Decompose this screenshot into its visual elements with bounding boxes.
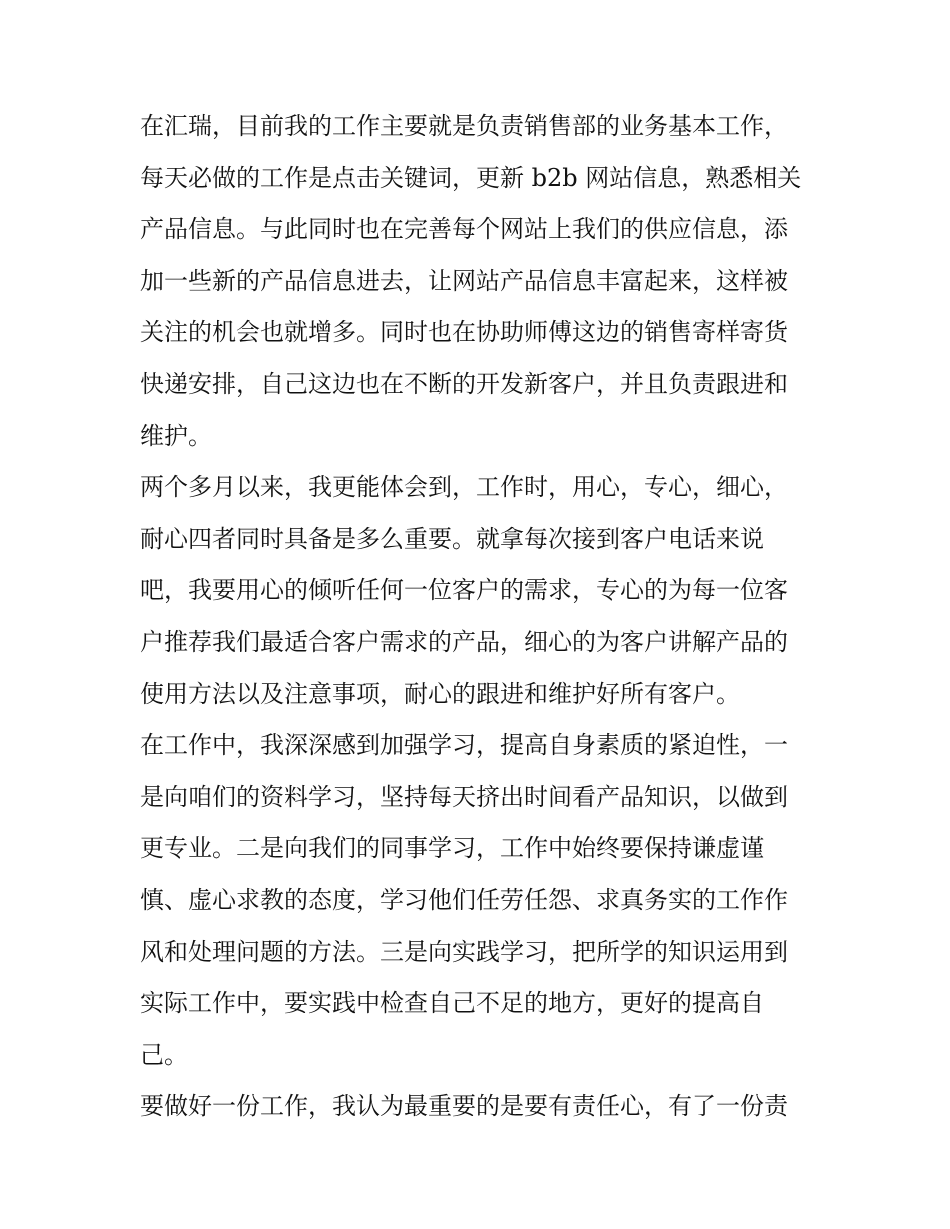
text-line: 两个多月以来，我更能体会到，工作时，用心，专心，细心， [140, 473, 788, 502]
text-line: 每天必做的工作是点击关键词，更新 b2b 网站信息，熟悉相关 [140, 163, 802, 192]
text-line: 在汇瑞，目前我的工作主要就是负责销售部的业务基本工作， [140, 112, 788, 140]
text-line: 在工作中，我深深感到加强学习，提高自身素质的紧迫性，一 [140, 731, 788, 760]
text-line: 己。 [140, 1040, 188, 1069]
text-line: 关注的机会也就增多。同时也在协助师傅这边的销售寄样寄货 [140, 318, 788, 347]
text-line: 加一些新的产品信息进去，让网站产品信息丰富起来，这样被 [140, 266, 788, 295]
text-line: 耐心四者同时具备是多么重要。就拿每次接到客户电话来说 [140, 524, 764, 553]
text-line: 维护。 [140, 421, 212, 450]
text-line: 快递安排，自己这边也在不断的开发新客户，并且负责跟进和 [140, 369, 788, 398]
text-line: 产品信息。与此同时也在完善每个网站上我们的供应信息，添 [140, 215, 788, 244]
text-line: 实际工作中，要实践中检查自己不足的地方，更好的提高自 [140, 989, 764, 1018]
text-line: 户推荐我们最适合客户需求的产品，细心的为客户讲解产品的 [140, 627, 788, 656]
text-line: 更专业。二是向我们的同事学习，工作中始终要保持谦虚谨 [140, 834, 764, 863]
text-line: 风和处理问题的方法。三是向实践学习，把所学的知识运用到 [140, 937, 788, 966]
text-line: 要做好一份工作，我认为最重要的是要有责任心，有了一份责 [140, 1092, 788, 1121]
document-body [140, 101, 812, 1133]
text-line: 吧，我要用心的倾听任何一位客户的需求，专心的为每一位客 [140, 576, 788, 605]
text-line: 使用方法以及注意事项，耐心的跟进和维护好所有客户。 [140, 679, 740, 708]
text-line: 慎、虚心求教的态度，学习他们任劳任怨、求真务实的工作作 [140, 885, 788, 914]
text-line: 是向咱们的资料学习，坚持每天挤出时间看产品知识，以做到 [140, 782, 788, 811]
